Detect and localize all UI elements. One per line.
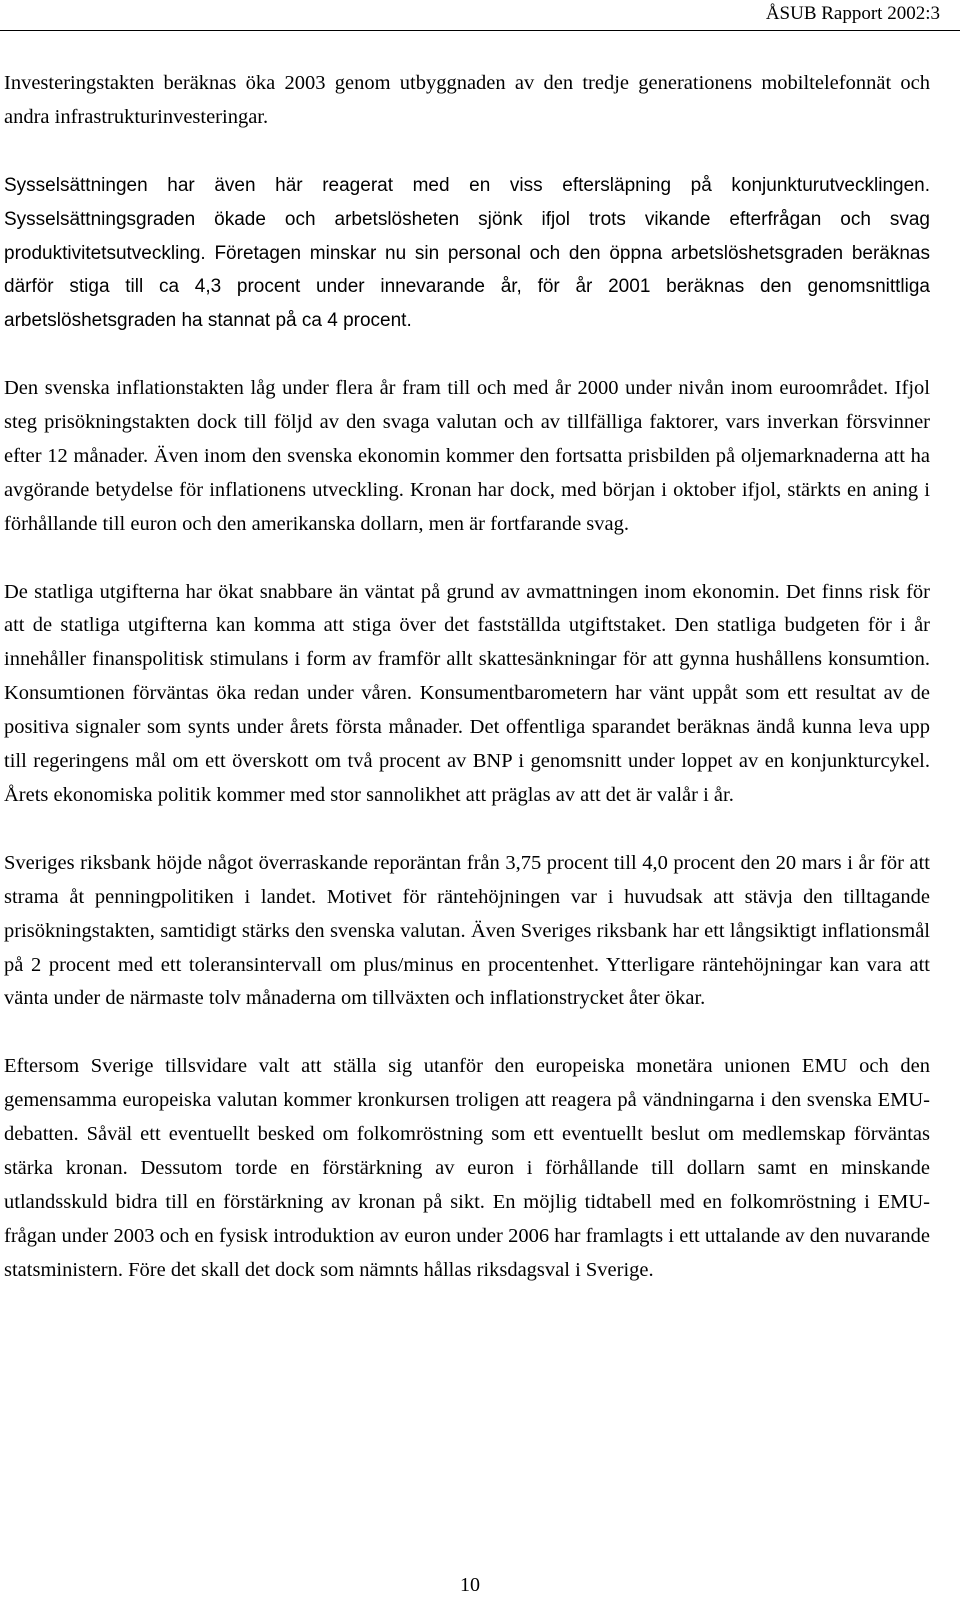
paragraph-state-expenditure: De statliga utgifterna har ökat snabbare än väntat på grund av avmattningen inom ekonomin. Det finns risk för att de statliga utgifterna kan komma att stiga över det fastställda utgiftstaket. Den statliga budgeten för i år innehåller finanspolitisk stimulans i form av framför allt skattesänkningar för att gynna hushållens konsumtion. Konsumtionen förväntas öka redan under våren. Konsumentbarometern har vänt uppåt som ett resultat av de positiva signaler som synts under årets första månader. Det offentliga sparandet beräknas ändå kunna leva upp till regeringens mål om ett överskott om två procent av BNP i genomsnitt under loppet av en konjunkturcykel. Årets ekonomiska politik kommer med stor sannolikhet att präglas av att det är valår i år. bbox=[4, 580, 930, 806]
paragraph-employment-text: Sysselsättningen har även här reagerat med en viss eftersläpning på konjunkturutvecklingen. Sysselsättningsgraden ökade och arbetslösheten sjönk ifjol trots vikande efterfrågan och svag produktivitetsutveckling. Företagen minskar nu sin personal och den öppna arbetslöshetsgraden beräknas därför stiga till ca 4,3 procent under innevarande år, för år 2001 beräknas den genomsnittliga arbetslöshetsgraden ha stannat på ca 4 procent. bbox=[4, 174, 930, 332]
paragraph-inflation: Den svenska inflationstakten låg under flera år fram till och med år 2000 under nivån inom euroområdet. Ifjol steg prisökningstakten dock till följd av den svaga valutan och av tillfälliga faktorer, vars inverkan försvinner efter 12 månader. Även inom den svenska ekonomin kommer den fortsatta prisbilden på oljemarknaderna att ha avgörande betydelse för inflationens utveckling. Kronan har dock, med början i oktober ifjol, stärkts en aning i förhållande till euron och den amerikanska dollarn, men är fortfarande svag. bbox=[4, 377, 930, 535]
paragraph-riksbank: Sveriges riksbank höjde något överraskande reporäntan från 3,75 procent till 4,0 procent den 20 mars i år för att strama åt penningpolitiken i landet. Motivet för räntehöjningen var i huvudsak att stävja den tilltagande prisökningstakten, samtidigt stärks den svenska valutan. Även Sveriges riksbank har ett långsiktigt inflationsmål på 2 procent med ett toleransintervall om plus/minus en procentenhet. Ytterligare räntehöjningar kan vara att vänta under de närmaste tolv månaderna om tillväxten och inflationstrycket åter ökar. bbox=[4, 851, 930, 1010]
paragraph-employment bbox=[4, 169, 930, 339]
document-body bbox=[4, 67, 930, 1288]
paragraph-emu: Eftersom Sverige tillsvidare valt att ställa sig utanför den europeiska monetära unionen EMU och den gemensamma europeiska valutan kommer kronkursen troligen att reagera på vändningarna i den svenska EMU-debatten. Såväl ett eventuellt besked om folkomröstning som ett eventuellt beslut om medlemskap förväntas stärka kronan. Dessutom torde en förstärkning av euron i förhållande till dollarn samt en minskande utlandsskuld bidra till en förstärkning av kronan på sikt. En möjlig tidtabell med en folkomröstning i EMU-frågan under 2003 och en fysisk introduktion av euron under 2006 har framlagts i ett uttalande av den nuvarande statsministern. Före det skall det dock som nämnts hållas riksdagsval i Sverige. bbox=[4, 1055, 930, 1281]
report-header: ÅSUB Rapport 2002:3 bbox=[765, 3, 940, 24]
paragraph-investment: Investeringstakten beräknas öka 2003 genom utbyggnaden av den tredje generationens mobiltelefonnät och andra infrastrukturinvesteringar. bbox=[4, 72, 930, 128]
page-number: 10 bbox=[460, 1574, 480, 1596]
header-divider bbox=[0, 30, 960, 31]
